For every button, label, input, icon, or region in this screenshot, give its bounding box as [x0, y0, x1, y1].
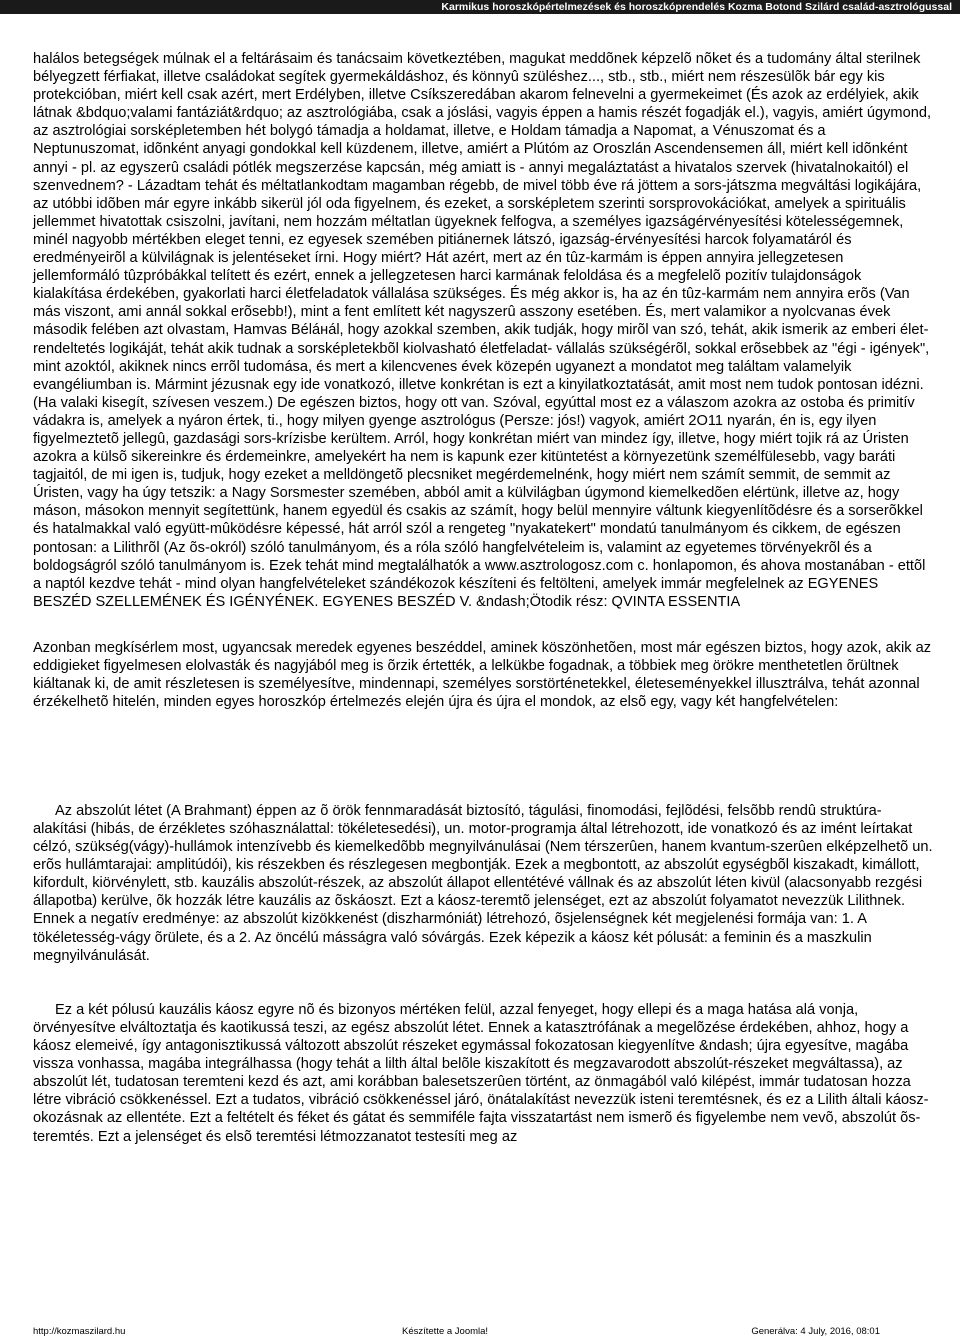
- site-title: Karmikus horoszkópértelmezések és horoszkóprendelés Kozma Botond Szilárd család-asztrológussal: [441, 1, 952, 13]
- paragraph-3-text: Az abszolút létet (A Brahmant) éppen az õ örök fennmaradását biztosító, tágulási, finomodási, fejlõdési, felsõbb rendû struktúra-alakítási (hibás, de érzékletes szóhasználattal: tökéletesedési), un. motor-programja által létrehozott, ide vonatkozó és az imént leírtakat célzó, szükség(vágy)-hullámok intenzívebb és kiemelkedõbb megnyilvánulásai (Nem térszerûen, hanem kvantum-szerûen elképzelhetõ un. erõs hullámtarajai: amplitúdói), kis részekben és részlegesen megbontják. Ezek a megbontott, az abszolút egységbõl kiszakadt, kimállott, kifordult, kiörvénylett, stb. kauzális abszolút-részek, az abszolút állapot ellentétévé vállnak és az abszolút léten kivül (alacsonyabb rezgési állapotba) kerülve, õk hozzák létre kauzális az õskáoszt. Ezt a káosz-teremtõ jelenséget, ezt az abszolút folyamatot nevezzük Lilithnek. Ennek a negatív eredménye: az abszolút kizökkenést (diszharmóniát) létrehozó, õsjelenségnek két megjelenési formája van: 1. A tökéletesség-vágy õrülete, és a 2. Az öncélú másságra való sóvárgás. Ezek képezik a káosz két pólusát: a feminin és a maszkulin megnyilvánulását.: [33, 802, 933, 964]
- paragraph-4: [33, 1001, 933, 1146]
- paragraph-2: Azonban megkísérlem most, ugyancsak meredek egyenes beszéddel, aminek köszönhetõen, most már egészen biztos, hogy azok, akik az eddigieket figyelmesen elolvasták és nagyjából meg is õrzik értették, a lelkükbe fogadnak, a többiek meg örökre menthetetlen õrültnek kiáltanak ki, de amit részletesen is személyesítve, mindennapi, személyes sorstörténetekkel, életeseményekkel illusztrálva, tehát azonnal érzékelhetõ hitelén, minden egyes horoszkóp értelmezés elején újra és újra el mondok, az elsõ egy, vagy két hangfelvételen:: [33, 640, 931, 711]
- footer-url-link[interactable]: http://kozmaszilard.hu: [33, 1326, 126, 1337]
- paragraph-4-text: Ez a két pólusú kauzális káosz egyre nõ és bizonyos mértéken felül, azzal fenyeget, hogy ellepi és a maga hatása alá vonja, örvényesítve elváltoztatja és kaotikussá teszi, az egész abszolút létet. Ennek a katasztrófának a megelõzése érdekében, ahhoz, hogy a káosz elemeivé, így antagonisztikussá változott abszolút részeket egymással fokozatosan kiegyenlítve &ndash; újra egyesítve, magába vissza vonhassa, magába integrálhassa (hogy tehát a lilth által belõle kiszakított és megzavarodott abszolút-részeket megváltassa), az abszolút lét, tudatosan teremteni kezd és azt, ami korábban balesetszerûen történt, az önmagából való kilépést, immár tudatosan hozza létre vibráció csökkenéssel. Ezt a tudatos, vibráció csökkenéssel járó, önátalakítást nevezzük isteni teremtésnek, és ez a Lilith általi káosz-okozásnak az ellentéte. Ezt a feltételt és féket és gátat és semmiféle fajta visszatartást nem ismerõ és figyelembe nem vevõ, abszolút õs-teremtés. Ezt a jelenséget és elsõ teremtési létmozzanatot testesíti meg az: [33, 1001, 929, 1145]
- page-footer: [0, 1325, 960, 1338]
- paragraph-3: [33, 802, 933, 965]
- paragraph-1: halálos betegségek múlnak el a feltárásaim és tanácsaim következtében, magukat meddõnek képzelõ nõket és a tudomány által sterilnek bélyegzett férfiakat, illetve családokat segítek gyermekáldáshoz, és könnyû szüléshez..., stb., stb., miért nem részesülõk bár egy kis protekcióban, miért kell csak azért, mert Erdélyben, illetve Csíkszeredában akarom felnevelni a gyermekeimet (És azok az erdélyiek, akik látnak &bdquo;valami fantáziát&rdquo; az asztrológiába, csak a jóslási, vagyis éppen a hamis részét fogadják el.), vagyis, amiért úgymond, az asztrológiai sorsképletemben hét bolygó támadja a holdamat, illetve, e Holdam támadja a Napomat, a Vénuszomat és a Neptunuszomat, idõnként anyagi gondokkal kell küzdenem, illetve, amiért a Plútóm az Oroszlán Ascendensemen áll, miért kell idõnként annyi - pl. az egyszerû családi pótlék megszerzése kapcsán, még amiatt is - annyi megaláztatást a hivatalos szervek (hivatalnokaitól) el szenvednem? - Lázadtam tehát és méltatlankodtam magamban régebb, de mivel több éve rá jöttem a sors-játszma megváltási logikájára, az utóbbi idõben már egyre inkább sikerül jól oda figyelnem, és ezeket, a sorsképletem szerinti sorsprovokációkat, amelyek a spirituális jellemmet hivatottak csiszolni, javítani, nem hozzám méltatlan ügyeknek felfogva, a személyes igazságérvényesítési kötelességemnek, minél nagyobb mértékben eleget tenni, ez egyesek szemében pitiánernek látszó, igazság-érvényesítési harcok folyamatáról és eredményeirõl a külvilágnak is jelentéseket írni. Hogy miért? Hát azért, mert az én tûz-karmám is éppen annyira jellegzetesen jellemformáló tûzpróbákkal telített és ezért, ennek a jellegzetesen harci karmának feloldása és a megfelelõ pozitív tulajdonságok kialakítása érdekében, gyakorlati harci életfeladatok vállalása szükséges. És még akkor is, ha az én tûz-karmám nem annyira erõs (Van más viszont, ami annál sokkal erõsebb!), mint a fent említett két nagyszerû asszony esetében. És, mert valamikor a nyolcvanas évek második felében azt olvastam, Hamvas Béláнál, hogy azokkal szemben, akik tudják, hogy mirõl van szó, tehát, akik ismerik az emberi élet-rendeltetés logikáját, tehát akik tudnak a sorsképletekbõl kiolvasható életfeladat- vállalás szükségérõl, sokkal erõsebbek az "égi - igények", mint azoktól, akiknek nincs errõl tudomása, és mert a kilencvenes évek közepén ugyanezt a mondatot meg találtam valamelyik evangéliumban is. Mármint jézusnak egy ide vonatkozó, illetve konkrétan is ezt a kinyilatkoztatását, amit most nem tudok pontosan idézni. (Ha valaki kisegít, szívesen veszem.) De egészen biztos, hogy ott van. Szóval, egyúttal most ez a válaszom azokra az ostoba és primitív vádakra is, amelyek a nyáron értek, ti., hogy milyen gyenge asztrológus (Persze: jós!) vagyok, amiért 2O11 nyarán, én is, egy ilyen figyelmeztetõ jellegû, gazdasági sors-krízisbe kerültem. Arról, hogy konkrétan miért van mindez így, illetve, hogy miért tojik rá az Úristen azokra a külsõ sikereinkre és érdemeinkre, amelyekért ha nem is kapunk ezer kitüntetést a környezetünk személfülesebb, vagy baráti tagjaitól, de mi igen is, tudjuk, hogy ezeket a melldöngetõ plecsniket megérdemelnénk, hogy miért nem számít semmit, de semmit az Úristen, vagy ha úgy tetszik: a Nagy Sorsmester szemében, abból amit a külvilágban úgymond kiemelkedõen elértünk, illetve az, hogy máson, másokon mennyit segítettünk, hanem egyedül és csakis az számít, hogy belül mennyire váltunk kiegyenlítõdésre és a sorserõkkel és hatalmakkal való együtt-mûködésre képessé, hát arról szól a rengeteg "nyakatekert" mondatú tanulmányom és cikkem, de egészen pontosan: a Lilithrõl (Az õs-okról) szóló tanulmányom, és a róla szóló hangfelvételeim is, valamint az egyetemes törvényekrõl és a boldogságról szóló tanulmányom is. Ezek tehát mind megtalálhatók a www.asztrologosz.com c. honlapomon, és ahova mostanában - ettõl a naptól kezdve tehát - mind olyan hangfelvételeket szándékozok készíteni és feltölteni, amelyek immár megfelelnek az EGYENES BESZÉD SZELLEMÉNEK ÉS IGÉNYÉNEK. EGYENES BESZÉD V. &ndash;Ötodik rész: QVINTA ESSENTIA: [33, 51, 931, 610]
- site-header-bar: [0, 0, 960, 14]
- article-body: [33, 50, 933, 1146]
- footer-generated-date: Generálva: 4 July, 2016, 08:01: [751, 1326, 880, 1337]
- footer-credit: Készítette a Joomla!: [402, 1326, 489, 1337]
